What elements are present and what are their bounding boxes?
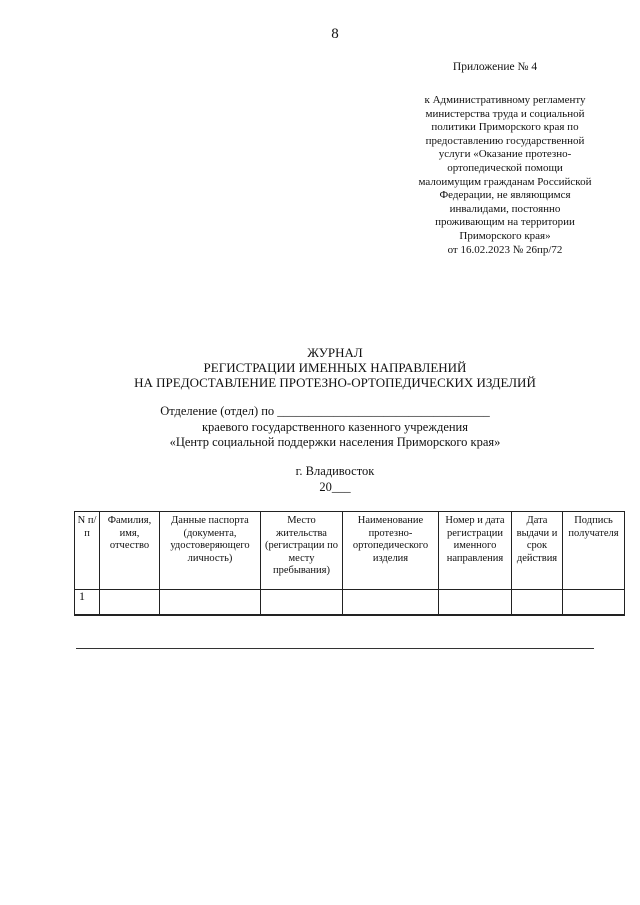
department-line: Отделение (отдел) по __________________________________ — [160, 404, 490, 418]
year-field: 20___ — [319, 479, 351, 494]
column-header-passport: Данные паспорта (документа, удостоверяющего личность) — [160, 512, 261, 590]
table-cell — [439, 590, 512, 616]
appendix-title: Приложение № 4 — [452, 61, 538, 73]
table-cell — [100, 590, 160, 616]
column-header-referral-number: Номер и дата регистрации именного направления — [439, 512, 512, 590]
approval-line: Федерации, не являющимся — [439, 189, 571, 202]
column-header-residence: Место жительства (регистрации по месту пребывания) — [261, 512, 343, 590]
approval-line: услуги «Оказание протезно- — [438, 148, 572, 161]
city-year-block — [0, 464, 640, 495]
approval-line: ортопедической помощи — [447, 161, 563, 174]
approval-reference — [395, 94, 615, 257]
approval-date-line: от 16.02.2023 № 26пр/72 — [447, 243, 563, 256]
table-cell — [160, 590, 261, 616]
bottom-divider — [76, 648, 594, 649]
approval-line: предоставлению государственной — [425, 134, 585, 147]
column-header-product-name: Наименование протезно-ортопедического изделия — [343, 512, 439, 590]
page-number: 8 — [331, 26, 339, 42]
institution-name-line: «Центр социальной поддержки населения Приморского края» — [169, 435, 501, 449]
document-heading — [0, 345, 640, 390]
approval-line: к Административному регламенту — [424, 94, 586, 106]
table-cell — [343, 590, 439, 616]
table-cell — [261, 590, 343, 616]
approval-line: малоимущим гражданам Российской — [418, 175, 592, 188]
table-header-row — [75, 512, 625, 590]
approval-line: Приморского края» — [459, 229, 551, 242]
city: г. Владивосток — [295, 464, 375, 478]
approval-line: министерства труда и социальной — [425, 107, 585, 120]
department-block — [0, 404, 640, 451]
approval-line: инвалидами, постоянно — [449, 202, 561, 215]
table-cell — [563, 590, 625, 616]
journal-table — [74, 511, 625, 616]
column-header-number: N п/п — [75, 512, 100, 590]
column-header-signature: Подпись получателя — [563, 512, 625, 590]
table-cell — [512, 590, 563, 616]
row-number-cell: 1 — [75, 590, 100, 616]
approval-line: проживающим на территории — [435, 216, 575, 229]
table-row — [75, 590, 625, 616]
column-header-full-name: Фамилия, имя, отчество — [100, 512, 160, 590]
heading-title: ЖУРНАЛ — [307, 345, 363, 360]
heading-subtitle-1: РЕГИСТРАЦИИ ИМЕННЫХ НАПРАВЛЕНИЙ — [203, 360, 467, 375]
heading-subtitle-2: НА ПРЕДОСТАВЛЕНИЕ ПРОТЕЗНО-ОРТОПЕДИЧЕСКИХ ИЗДЕЛИЙ — [134, 375, 536, 390]
institution-line: краевого государственного казенного учреждения — [201, 419, 468, 434]
column-header-issue-date: Дата выдачи и срок действия — [512, 512, 563, 590]
approval-line: политики Приморского края по — [431, 121, 579, 134]
